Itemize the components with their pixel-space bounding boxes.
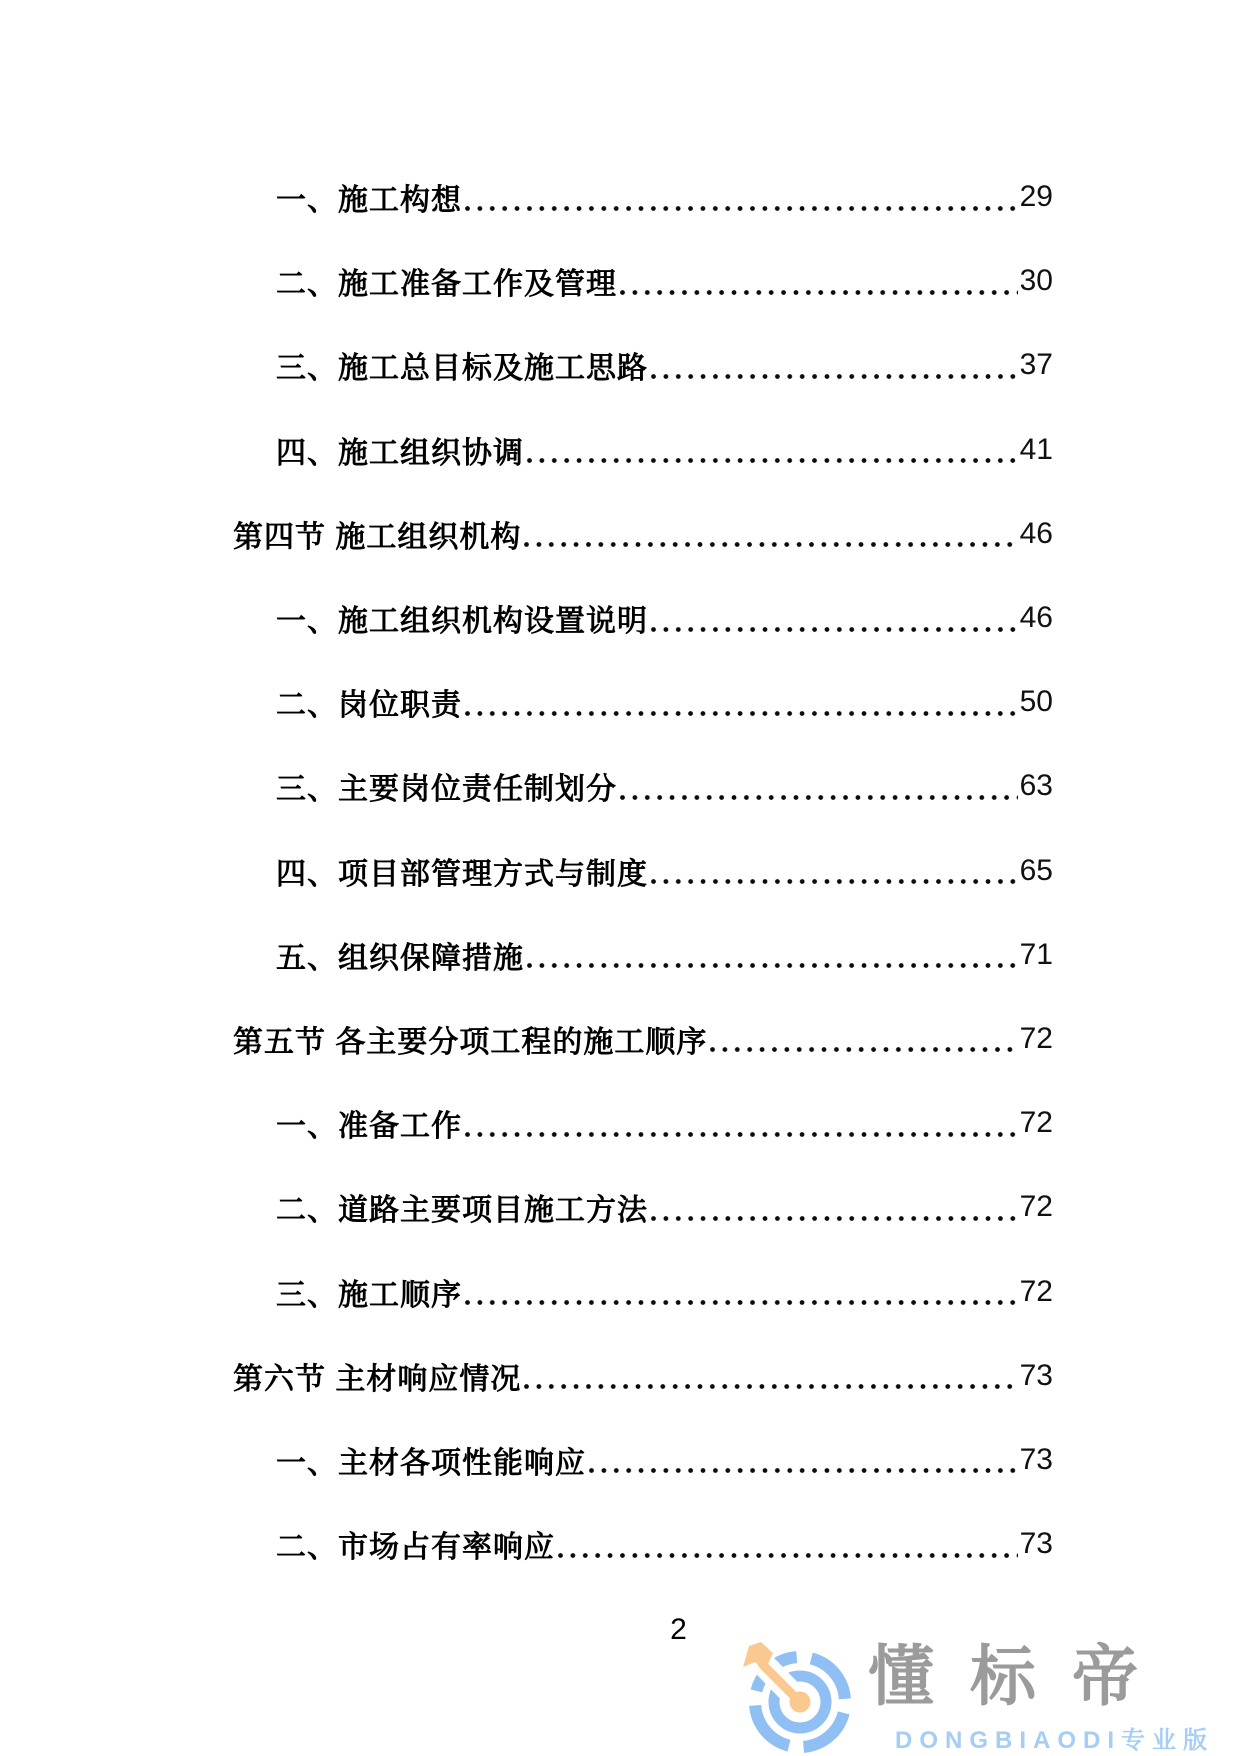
page-number: 2 (670, 1613, 687, 1646)
toc-entry-label: 四、项目部管理方式与制度 (276, 857, 648, 891)
dot-leader (558, 1553, 1018, 1558)
dot-leader (524, 542, 1017, 547)
toc-entry-page: 41 (1019, 432, 1053, 466)
watermark-brand-text: 懂标帝 (868, 1639, 1174, 1713)
dot-leader (710, 1047, 1017, 1052)
toc-entry-page: 63 (1019, 769, 1053, 803)
target-logo-icon (740, 1640, 856, 1756)
toc-entry[interactable] (233, 1334, 1053, 1418)
toc-entry[interactable] (233, 1165, 1053, 1249)
toc-entry[interactable] (233, 829, 1053, 913)
toc-entry-page: 72 (1019, 1190, 1053, 1224)
toc-entry-page: 29 (1019, 180, 1053, 214)
dot-leader (651, 627, 1018, 632)
toc-entry-page: 71 (1019, 937, 1053, 971)
toc-entry-page: 72 (1019, 1274, 1053, 1308)
toc-entry-label: 三、施工顺序 (276, 1278, 462, 1312)
toc-entry-label: 一、施工组织机构设置说明 (276, 605, 648, 639)
dot-leader (465, 1132, 1018, 1137)
toc-entry-label: 三、主要岗位责任制划分 (276, 773, 617, 807)
watermark-subtitle-text: DONGBIAODI专业版 (895, 1727, 1214, 1754)
toc-entry[interactable] (233, 408, 1053, 492)
toc-entry-label: 一、准备工作 (276, 1110, 462, 1144)
toc-entry[interactable] (233, 997, 1053, 1081)
toc-entry[interactable] (233, 660, 1053, 744)
toc-entry-page: 72 (1019, 1106, 1053, 1140)
dot-leader (651, 1216, 1018, 1221)
toc-entry-label: 二、施工准备工作及管理 (276, 268, 617, 302)
dot-leader (651, 879, 1018, 884)
toc-entry-page: 73 (1019, 1358, 1053, 1392)
dot-leader (465, 206, 1018, 211)
toc-entry[interactable] (233, 1418, 1053, 1502)
toc-entry[interactable] (233, 323, 1053, 407)
toc-entry-label: 二、市场占有率响应 (276, 1531, 555, 1565)
toc-entry-label: 一、主材各项性能响应 (276, 1446, 586, 1480)
toc-entry-label: 二、岗位职责 (276, 689, 462, 723)
toc-entry[interactable] (233, 576, 1053, 660)
toc-entry-label: 四、施工组织协调 (276, 436, 524, 470)
dot-leader (620, 290, 1018, 295)
toc-entry[interactable] (233, 239, 1053, 323)
dot-leader (465, 1300, 1018, 1305)
toc-entry[interactable] (233, 1502, 1053, 1586)
toc-entry-page: 30 (1019, 264, 1053, 298)
dot-leader (524, 1384, 1017, 1389)
toc-entry-label: 五、组织保障措施 (276, 941, 524, 975)
toc-entry-page: 50 (1019, 685, 1053, 719)
toc-entry[interactable] (233, 1249, 1053, 1333)
toc-entry[interactable] (233, 1081, 1053, 1165)
toc-entry-label: 第四节 施工组织机构 (233, 520, 522, 554)
toc-entry-page: 65 (1019, 853, 1053, 887)
toc-entry-label: 三、施工总目标及施工思路 (276, 352, 648, 386)
toc-entry-page: 46 (1019, 601, 1053, 635)
dot-leader (620, 795, 1018, 800)
dot-leader (527, 458, 1018, 463)
toc-entry-page: 73 (1019, 1527, 1053, 1561)
toc-entry-label: 第五节 各主要分项工程的施工顺序 (233, 1025, 708, 1059)
toc-entry-page: 73 (1019, 1442, 1053, 1476)
toc-entry-label: 第六节 主材响应情况 (233, 1362, 522, 1396)
toc-entry[interactable] (233, 744, 1053, 828)
toc-entry-label: 二、道路主要项目施工方法 (276, 1194, 648, 1228)
dot-leader (589, 1468, 1018, 1473)
dot-leader (651, 374, 1018, 379)
dot-leader (527, 963, 1018, 968)
toc-entry-label: 一、施工构想 (276, 184, 462, 218)
watermark (640, 1580, 1241, 1754)
table-of-contents (233, 155, 1053, 1586)
toc-entry[interactable] (233, 155, 1053, 239)
toc-entry[interactable] (233, 492, 1053, 576)
toc-entry[interactable] (233, 913, 1053, 997)
toc-entry-page: 72 (1019, 1021, 1053, 1055)
toc-entry-page: 37 (1019, 348, 1053, 382)
toc-entry-page: 46 (1019, 516, 1053, 550)
dot-leader (465, 711, 1018, 716)
